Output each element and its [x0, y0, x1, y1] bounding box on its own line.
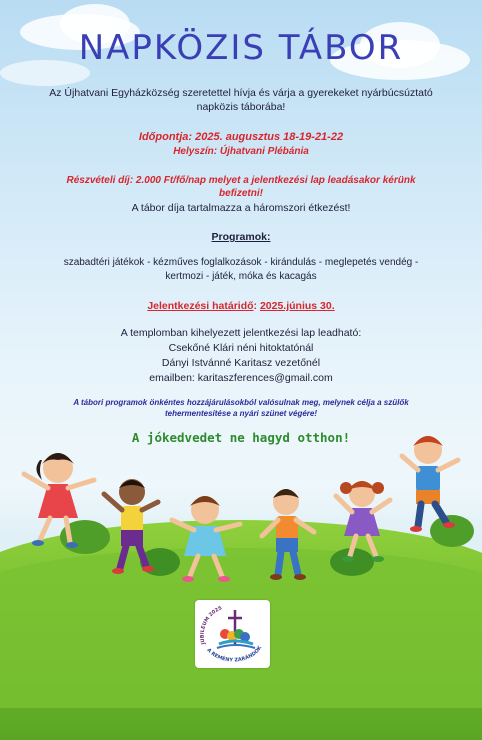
note-line-1: A tábori programok önkéntes hozzájárulásokból valósulnak meg, melynek célja a szülők: [73, 398, 409, 407]
submit-info: [30, 326, 452, 386]
jubilee-logo-graphic: [195, 600, 270, 668]
deadline-line: [30, 299, 452, 313]
place-line: Helyszín: Újhatvani Plébánia: [173, 146, 309, 157]
intro-line-2: napközis táborába!: [196, 101, 286, 113]
kid-girl-blue-dress: [172, 496, 240, 582]
intro-text: [30, 86, 452, 114]
kid-girl-red-dress: [24, 453, 94, 548]
jubilee-logo: [195, 600, 270, 668]
fee-text: [30, 174, 452, 200]
logo-top-text: JUBILEUM 2025: [199, 605, 223, 646]
fee-line-1: Részvételi díj: 2.000 Ft/fő/nap melyet a jelentkezési lap leadásakor kérünk: [66, 175, 416, 186]
kid-boy-orange-shirt: [262, 489, 314, 580]
meals-line: A tábor díja tartalmazza a háromszori étkezést!: [131, 202, 351, 214]
page-title: NAPKÖZIS TÁBOR: [78, 28, 404, 68]
contact-1: Csekőné Klári néni hitoktatónál: [168, 342, 314, 354]
fee-line-2: befizetni!: [219, 188, 263, 199]
motto: A jókedvedet ne hagyd otthon!: [131, 430, 351, 445]
programs-line-1: szabadtéri játékok - kézműves foglalkozások - kirándulás - meglepetés vendég -: [63, 257, 419, 268]
submit-line: A templomban kihelyezett jelentkezési lap leadható:: [120, 327, 362, 339]
intro-line-1: Az Újhatvani Egyházközség szeretettel hívja és várja a gyerekeket nyárbúcsúztató: [49, 87, 433, 99]
jumping-kids-illustration: [0, 430, 482, 600]
programs-heading: Programok:: [211, 231, 271, 243]
logo-bottom-text: A REMÉNY ZARÁNDOK: [205, 645, 264, 664]
deadline-date: 2025.június 30.: [259, 300, 335, 312]
kid-boy-red-hair: [402, 436, 458, 532]
deadline-sep: :: [253, 300, 260, 312]
kid-boy-yellow-shirt: [104, 479, 158, 574]
note-text: [30, 397, 452, 419]
programs-list: [30, 256, 452, 284]
contact-2: Dányi Istvánné Karitasz vezetőnél: [161, 357, 321, 369]
programs-line-2: kertmozi - játék, móka és kacagás: [165, 271, 317, 282]
deadline-label: Jelentkezési határidő: [147, 300, 254, 312]
date-line: Időpontja: 2025. augusztus 18-19-21-22: [138, 131, 344, 143]
note-line-2: tehermentesítése a nyári szünet végére!: [164, 409, 318, 418]
email-line: emailben: karitaszferences@gmail.com: [149, 372, 333, 384]
kid-girl-pigtails: [336, 481, 390, 562]
